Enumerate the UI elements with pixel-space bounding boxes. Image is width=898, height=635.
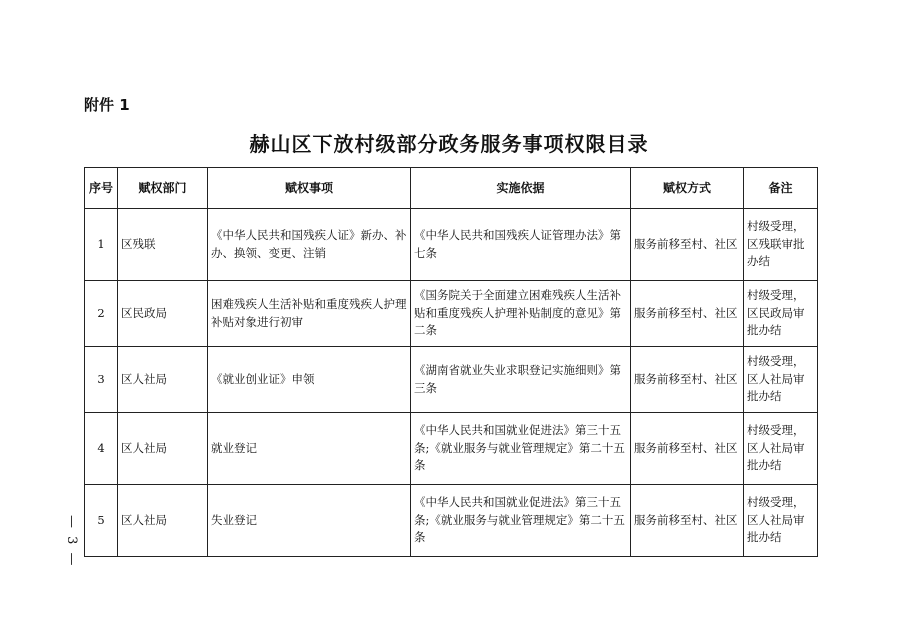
cell-index: 3 [85, 347, 118, 413]
header-row [85, 168, 818, 209]
header-department: 赋权部门 [118, 168, 208, 209]
cell-item: 困难残疾人生活补贴和重度残疾人护理补贴对象进行初审 [208, 281, 411, 347]
cell-method: 服务前移至村、社区 [631, 209, 744, 281]
cell-note: 村级受理，区人社局审批办结 [744, 413, 818, 485]
table-row [85, 347, 818, 413]
cell-item: 就业登记 [208, 413, 411, 485]
table-row [85, 209, 818, 281]
cell-department: 区民政局 [118, 281, 208, 347]
cell-department: 区人社局 [118, 413, 208, 485]
cell-basis: 《中华人民共和国就业促进法》第三十五条;《就业服务与就业管理规定》第二十五条 [411, 413, 631, 485]
cell-department: 区残联 [118, 209, 208, 281]
attachment-label: 附件 1 [84, 96, 130, 114]
header-item: 赋权事项 [208, 168, 411, 209]
cell-basis: 《中华人民共和国残疾人证管理办法》第七条 [411, 209, 631, 281]
cell-note: 村级受理，区残联审批办结 [744, 209, 818, 281]
header-method: 赋权方式 [631, 168, 744, 209]
cell-index: 2 [85, 281, 118, 347]
cell-note: 村级受理，区人社局审批办结 [744, 485, 818, 557]
cell-item: 《就业创业证》申领 [208, 347, 411, 413]
cell-method: 服务前移至村、社区 [631, 413, 744, 485]
cell-method: 服务前移至村、社区 [631, 281, 744, 347]
header-basis: 实施依据 [411, 168, 631, 209]
table-row [85, 281, 818, 347]
cell-index: 1 [85, 209, 118, 281]
cell-method: 服务前移至村、社区 [631, 485, 744, 557]
cell-index: 5 [85, 485, 118, 557]
cell-note: 村级受理，区民政局审批办结 [744, 281, 818, 347]
cell-method: 服务前移至村、社区 [631, 347, 744, 413]
page-number: — 3 — [64, 515, 79, 568]
document-title: 赫山区下放村级部分政务服务事项权限目录 [249, 132, 649, 156]
cell-department: 区人社局 [118, 347, 208, 413]
cell-department: 区人社局 [118, 485, 208, 557]
header-note: 备注 [744, 168, 818, 209]
cell-basis: 《中华人民共和国就业促进法》第三十五条;《就业服务与就业管理规定》第二十五条 [411, 485, 631, 557]
cell-note: 村级受理，区人社局审批办结 [744, 347, 818, 413]
header-index: 序号 [85, 168, 118, 209]
cell-item: 《中华人民共和国残疾人证》新办、补办、换领、变更、注销 [208, 209, 411, 281]
cell-basis: 《湖南省就业失业求职登记实施细则》第三条 [411, 347, 631, 413]
authority-catalog-table [84, 167, 818, 557]
table-body [85, 209, 818, 557]
cell-index: 4 [85, 413, 118, 485]
table-row [85, 413, 818, 485]
table-header [85, 168, 818, 209]
cell-item: 失业登记 [208, 485, 411, 557]
cell-basis: 《国务院关于全面建立困难残疾人生活补贴和重度残疾人护理补贴制度的意见》第二条 [411, 281, 631, 347]
table-row [85, 485, 818, 557]
